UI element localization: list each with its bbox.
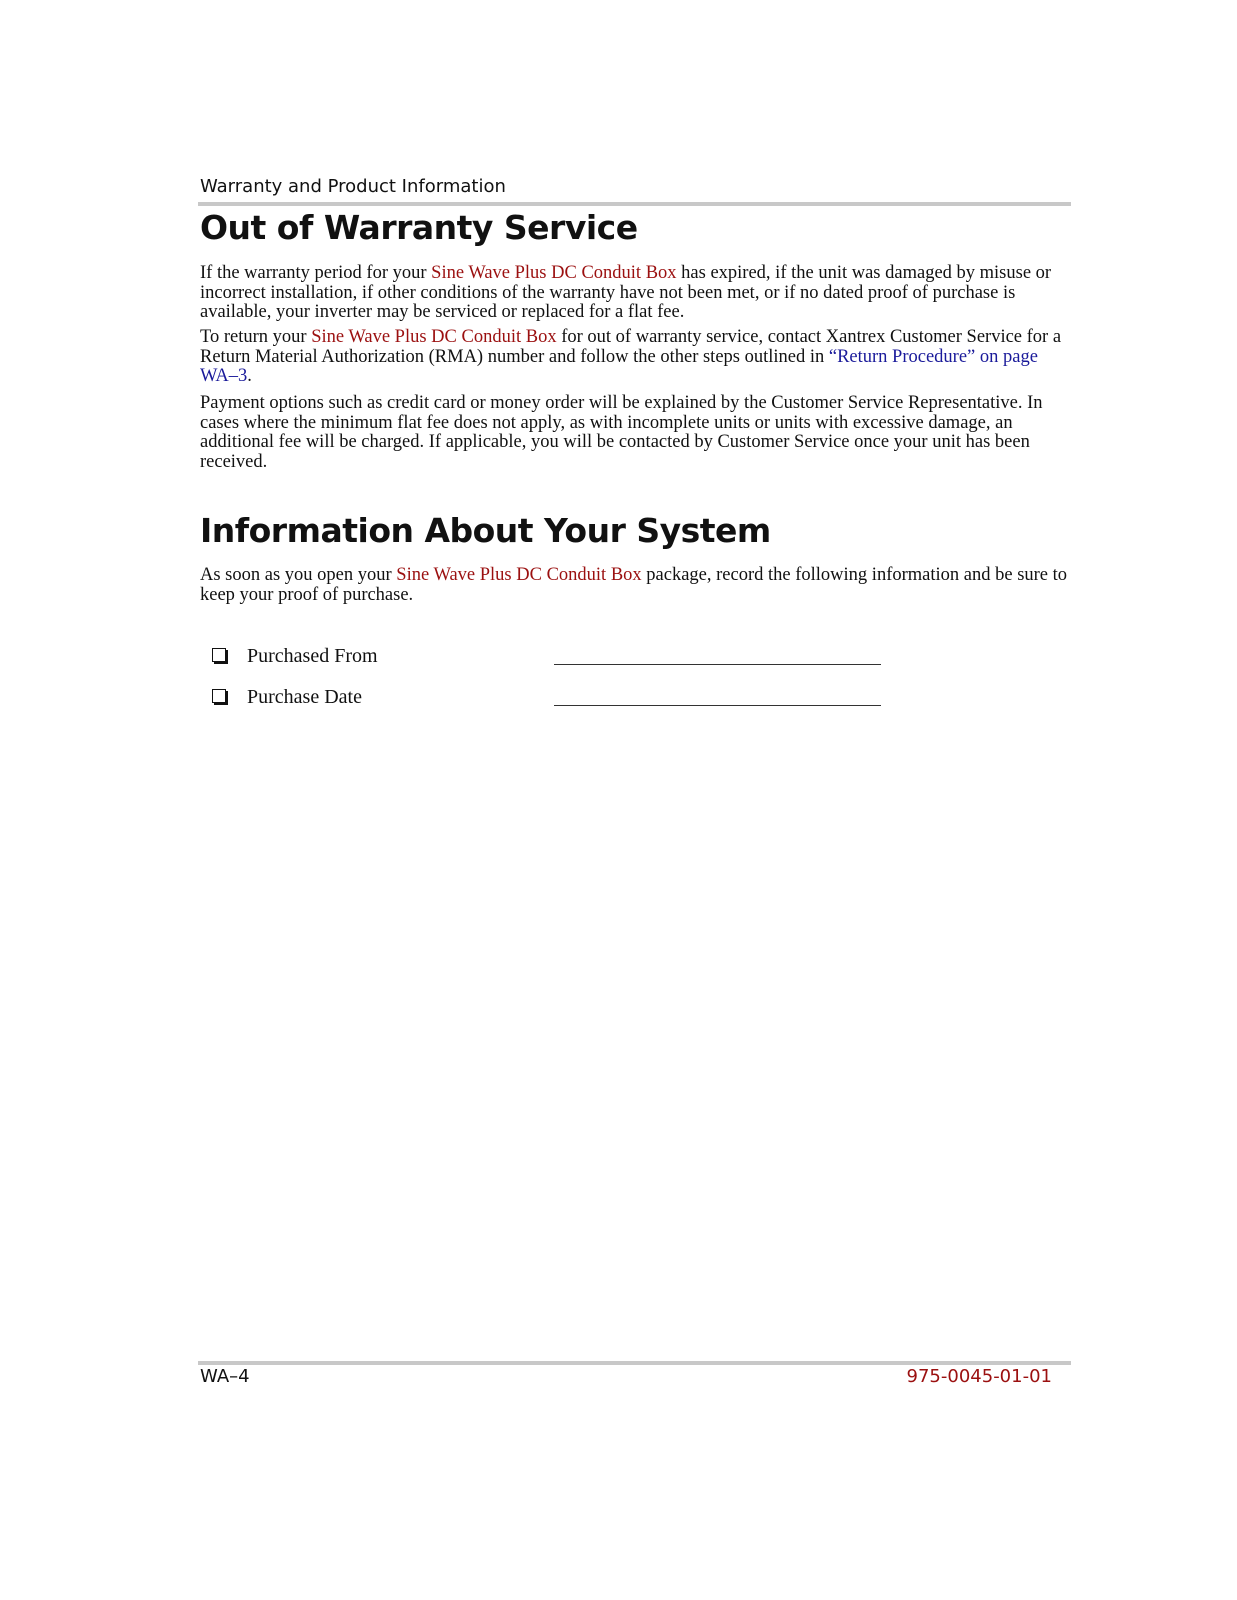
checklist-item-purchased-from [212,645,912,671]
text-run: To return your [200,327,312,347]
product-name: Sine Wave Plus DC Conduit Box [431,263,677,283]
section-title-out-of-warranty: Out of Warranty Service [200,208,638,247]
text-run: package, record the following information and be sure to keep your proof of purchase. [200,565,1068,605]
header-rule [198,202,1071,206]
checkbox-icon [212,648,226,662]
checklist-label: Purchased From [247,645,378,667]
paragraph-warranty-expired [200,264,1072,323]
text-run: . [247,366,252,387]
text-run: has expired, if the unit was damaged by misuse or incorrect installation, if other conditions of the warranty have not been met, or if no dated proof of purchase is available, your inverter may be serviced or replaced for a flat fee. [200,263,1052,323]
product-name: Sine Wave Plus DC Conduit Box [396,565,642,585]
text-run: As soon as you open your [200,565,397,585]
running-header: Warranty and Product Information [200,176,506,197]
paragraph-record-info [200,566,1072,605]
checkbox-icon [212,689,226,703]
text-run: If the warranty period for your [200,263,432,283]
section-title-system-info: Information About Your System [200,511,771,550]
paragraph-return-instructions [200,328,1072,387]
fill-in-line [554,705,881,706]
checklist-label: Purchase Date [247,686,362,708]
paragraph-payment-options: Payment options such as credit card or money order will be explained by the Customer Service Representative. In cases where the minimum flat fee does not apply, as with incomplete units or units with excessive damage, an additional fee will be charged. If applicable, you will be contacted by Customer Service once your unit has been received. [200,393,1043,472]
document-number: 975-0045-01-01 [906,1366,1052,1387]
checklist-item-purchase-date [212,686,912,712]
fill-in-line [554,664,881,665]
footer-rule [198,1361,1071,1365]
product-name: Sine Wave Plus DC Conduit Box [311,327,557,347]
return-procedure-link[interactable]: “Return Procedure” on page WA–3 [200,346,1038,387]
text-run: for out of warranty service, contact Xantrex Customer Service for a Return Material Authorization (RMA) number and follow the other steps outlined in [200,327,1062,367]
page-number: WA–4 [200,1366,250,1387]
